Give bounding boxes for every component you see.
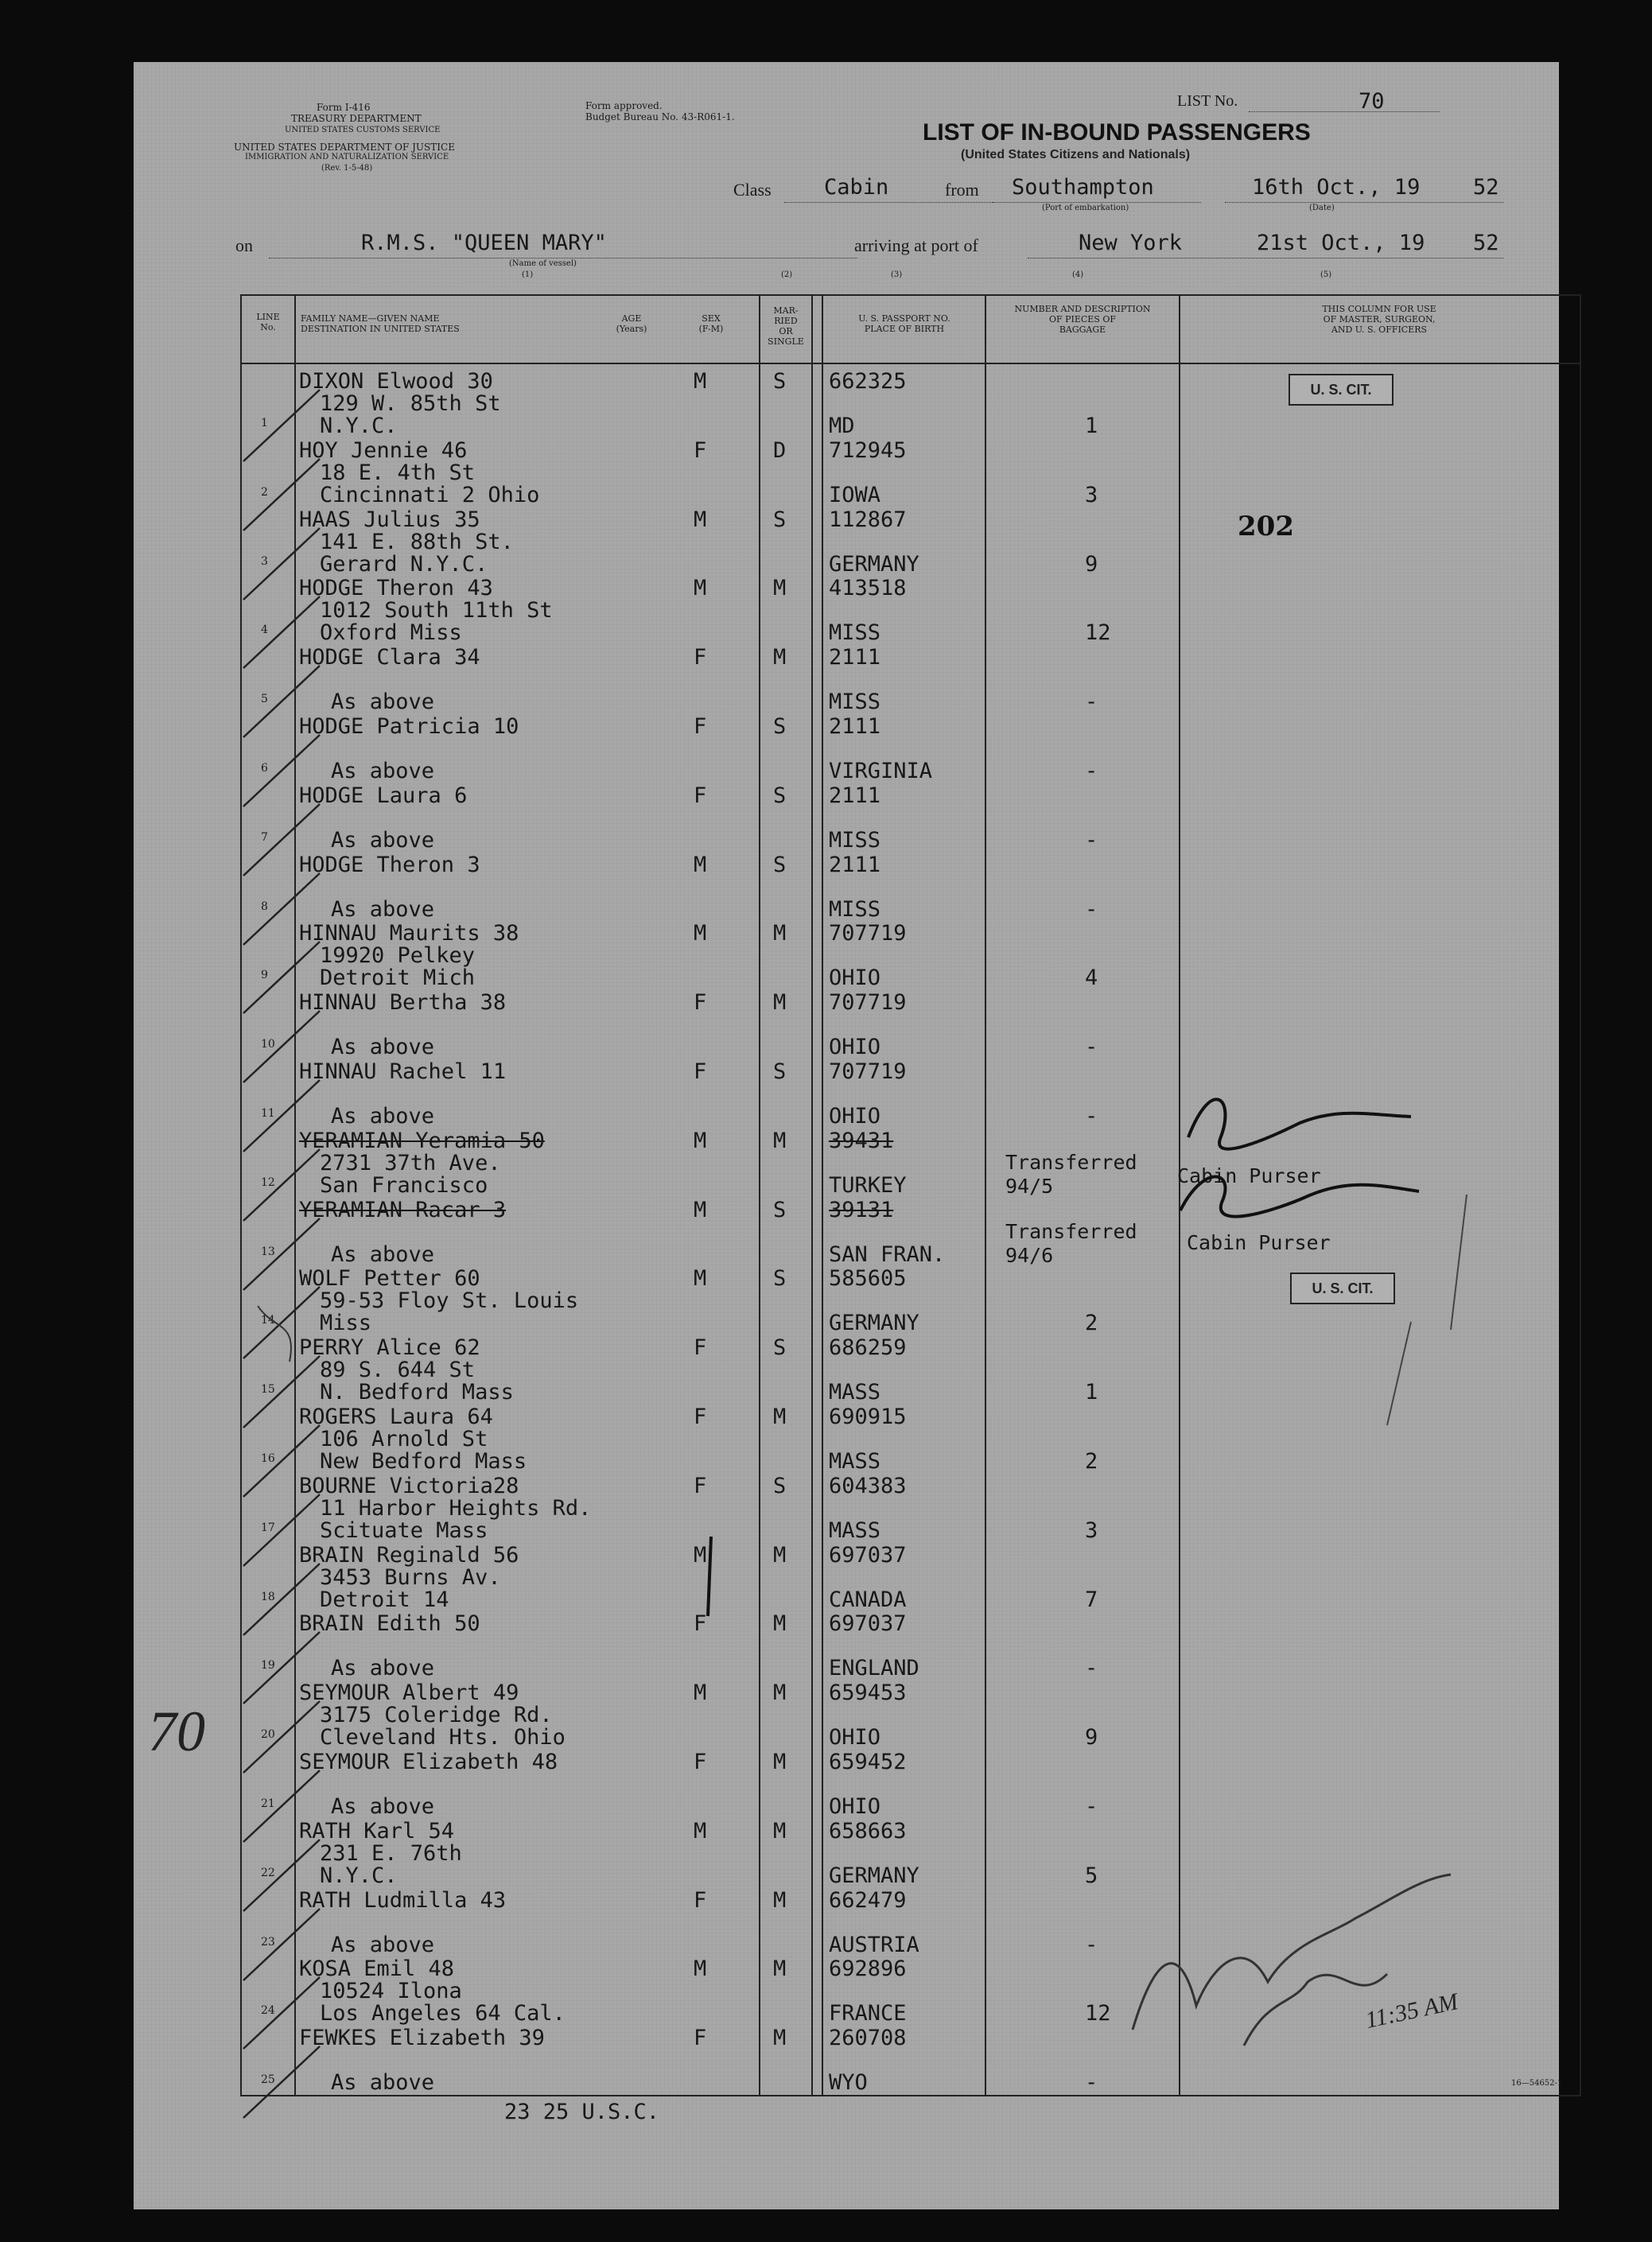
place-of-birth: SAN FRAN.	[829, 1241, 946, 1267]
place-of-birth: CANADA	[829, 1587, 907, 1612]
place-of-birth: IOWA	[829, 482, 881, 507]
from-label: from	[945, 180, 979, 200]
header-line-no: LINE No.	[256, 312, 280, 332]
marital-status-cell: M	[773, 2026, 787, 2051]
destination-line: Detroit Mich	[320, 966, 476, 991]
form-title: LIST OF IN-BOUND PASSENGERS	[923, 119, 1311, 146]
sex-cell: F	[694, 1335, 707, 1361]
line-number: 5	[261, 693, 268, 706]
destination-line: As above	[331, 1794, 435, 1819]
place-of-birth: AUSTRIA	[829, 1932, 919, 1957]
line-number: 20	[261, 1728, 275, 1742]
place-of-birth: MISS	[829, 896, 881, 922]
marital-status-cell: M	[773, 1818, 787, 1844]
baggage-count: 9	[1085, 1725, 1098, 1750]
sex-cell: M	[694, 1818, 707, 1844]
passenger-name-age: WOLF Petter 60	[299, 1266, 480, 1292]
place-of-birth: ENGLAND	[829, 1656, 919, 1681]
passport-number: 686259	[829, 1335, 907, 1361]
line-number: 18	[261, 1590, 275, 1603]
destination-line: Oxford Miss	[320, 620, 462, 646]
destination-line: San Francisco	[320, 1172, 488, 1198]
destination-line: As above	[331, 1104, 435, 1129]
print-code: 16—54652-1	[1511, 2079, 1563, 2088]
marital-status-cell: S	[773, 369, 787, 394]
address-line: 11 Harbor Heights Rd.	[320, 1495, 592, 1521]
destination-line: New Bedford Mass	[320, 1449, 527, 1474]
line-number: 23	[261, 1935, 275, 1949]
time-note: 11:35 AM	[1362, 1988, 1461, 2034]
cabin-purser-1: Cabin Purser	[1177, 1164, 1321, 1187]
vessel-note: (Name of vessel)	[509, 259, 577, 268]
embarkation-port: Southampton	[1012, 175, 1154, 200]
passenger-name-age: HAAS Julius 35	[299, 507, 480, 532]
line-number: 8	[261, 900, 268, 913]
destination-line: Scituate Mass	[320, 1517, 488, 1543]
marital-status-cell: S	[773, 1197, 787, 1222]
baggage-count: 1	[1085, 1380, 1098, 1405]
marital-status-cell: M	[773, 576, 787, 601]
passenger-name-age: BRAIN Reginald 56	[299, 1542, 519, 1568]
line-number: 21	[261, 1797, 275, 1810]
line-number: 14	[261, 1314, 275, 1327]
passport-number: 697037	[829, 1542, 907, 1568]
line-number: 24	[261, 2004, 275, 2018]
arrival-year: 52	[1473, 231, 1499, 255]
sex-cell: M	[694, 1681, 707, 1706]
list-number: 70	[1359, 89, 1385, 114]
passport-number: 712945	[829, 437, 907, 463]
header-age: AGE (Years)	[616, 313, 647, 334]
baggage-count: 2	[1085, 1311, 1098, 1336]
place-of-birth: MD	[829, 414, 855, 438]
form-number: Form I-416	[317, 102, 371, 113]
passenger-name-age: YERAMIAN Racar 3	[299, 1197, 507, 1222]
address-line: 19920 Pelkey	[320, 943, 476, 969]
place-of-birth: FRANCE	[829, 2001, 907, 2026]
class-value: Cabin	[824, 175, 889, 200]
arrival-date: 21st Oct., 19	[1257, 231, 1425, 255]
header-sex: SEX (F-M)	[698, 313, 724, 334]
form-approved: Form approved.	[585, 100, 663, 111]
sex-cell: M	[694, 1197, 707, 1222]
passenger-name-age: RATH Ludmilla 43	[299, 1887, 507, 1913]
baggage-count: 3	[1085, 482, 1098, 507]
address-line: 129 W. 85th St	[320, 391, 501, 416]
col-num-4: (4)	[1072, 270, 1084, 279]
line-number: 9	[261, 969, 268, 982]
passenger-name-age: HODGE Laura 6	[299, 783, 468, 808]
department-of-justice: UNITED STATES DEPARTMENT OF JUSTICE	[234, 142, 455, 153]
passenger-name-age: PERRY Alice 62	[299, 1335, 480, 1361]
departure-year: 52	[1473, 175, 1499, 200]
baggage-count: 7	[1085, 1587, 1098, 1612]
address-line: 18 E. 4th St	[320, 460, 476, 485]
passenger-name-age: BRAIN Edith 50	[299, 1611, 480, 1637]
marital-status-cell: M	[773, 921, 787, 946]
form-subtitle: (United States Citizens and Nationals)	[961, 148, 1191, 161]
budget-bureau: Budget Bureau No. 43-R061-1.	[585, 111, 735, 122]
destination-line: As above	[331, 1656, 435, 1681]
us-citizen-stamp-2: U. S. CIT.	[1290, 1273, 1395, 1304]
destination-line: Miss	[320, 1311, 372, 1336]
sex-cell: F	[694, 990, 707, 1016]
passport-number: 697037	[829, 1611, 907, 1637]
footer-usc: 23 25 U.S.C.	[504, 2100, 660, 2124]
baggage-count: -	[1085, 827, 1098, 853]
marital-status-cell: S	[773, 852, 787, 877]
baggage-count: -	[1085, 2070, 1098, 2096]
on-label: on	[235, 235, 253, 255]
customs-service: UNITED STATES CUSTOMS SERVICE	[285, 126, 441, 134]
passenger-name-age: HODGE Theron 43	[299, 576, 493, 601]
line-number: 3	[261, 554, 268, 568]
place-of-birth: MASS	[829, 1449, 881, 1474]
passport-number: 690915	[829, 1405, 907, 1429]
passenger-name-age: ROGERS Laura 64	[299, 1405, 493, 1429]
marital-status-cell: D	[773, 437, 787, 463]
sex-cell: F	[694, 1750, 707, 1774]
passport-number: 707719	[829, 1059, 907, 1084]
header-married: MAR- RIED OR SINGLE	[768, 305, 804, 347]
sex-cell: F	[694, 1887, 707, 1913]
sex-cell: F	[694, 1473, 707, 1498]
col-num-1: (1)	[522, 270, 534, 279]
col-num-2: (2)	[781, 270, 793, 279]
baggage-count: -	[1085, 1932, 1098, 1957]
baggage-count: 4	[1085, 966, 1098, 991]
baggage-count: -	[1085, 690, 1098, 715]
sex-cell: M	[694, 1542, 707, 1568]
passport-number: 2111	[829, 714, 881, 739]
line-number: 25	[261, 2073, 275, 2087]
cabin-purser-2: Cabin Purser	[1187, 1231, 1331, 1254]
address-line: 1012 South 11th St	[320, 598, 553, 624]
destination-line: Detroit 14	[320, 1587, 449, 1612]
destination-line: As above	[331, 1932, 435, 1957]
address-line: 3453 Burns Av.	[320, 1564, 501, 1590]
destination-line: As above	[331, 1035, 435, 1060]
address-line: 10524 Ilona	[320, 1979, 462, 2004]
place-of-birth: MISS	[829, 620, 881, 646]
header-family-name: FAMILY NAME—GIVEN NAME DESTINATION IN UNITED STATES	[301, 313, 460, 334]
place-of-birth: OHIO	[829, 1725, 881, 1750]
baggage-count: 12	[1085, 2001, 1111, 2026]
sex-cell: M	[694, 369, 707, 394]
passport-number: 413518	[829, 576, 907, 601]
header-baggage: NUMBER AND DESCRIPTION OF PIECES OF BAGGAGE	[1014, 304, 1151, 335]
marital-status-cell: S	[773, 783, 787, 808]
port-note: (Port of embarkation)	[1042, 204, 1129, 212]
marital-status-cell: M	[773, 1611, 787, 1637]
line-number: 2	[261, 485, 268, 499]
passport-number: 39131	[829, 1197, 894, 1222]
sex-cell: M	[694, 1266, 707, 1292]
place-of-birth: TURKEY	[829, 1172, 907, 1198]
sex-cell: M	[694, 852, 707, 877]
passenger-name-age: HOY Jennie 46	[299, 437, 468, 463]
sex-cell: M	[694, 576, 707, 601]
revision-date: (Rev. 1-5-48)	[321, 164, 373, 173]
baggage-count: Transferred 94/6	[1005, 1219, 1137, 1267]
passport-number: 112867	[829, 507, 907, 532]
line-number: 7	[261, 830, 268, 844]
marital-status-cell: S	[773, 714, 787, 739]
baggage-count: 3	[1085, 1517, 1098, 1543]
number-202: 202	[1238, 511, 1294, 542]
destination-line: Cincinnati 2 Ohio	[320, 482, 540, 507]
passport-number: 2111	[829, 852, 881, 877]
sex-cell: F	[694, 645, 707, 670]
destination-line: As above	[331, 1241, 435, 1267]
baggage-count: 1	[1085, 414, 1098, 438]
date-note: (Date)	[1309, 204, 1335, 212]
passenger-name-age: KOSA Emil 48	[299, 1956, 455, 1982]
line-number: 17	[261, 1521, 275, 1534]
col-num-3: (3)	[891, 270, 903, 279]
line-number: 6	[261, 762, 268, 775]
destination-line: Cleveland Hts. Ohio	[320, 1725, 566, 1750]
baggage-count: -	[1085, 896, 1098, 922]
departure-date: 16th Oct., 19	[1252, 175, 1421, 200]
baggage-count: 12	[1085, 620, 1111, 646]
destination-line: Los Angeles 64 Cal.	[320, 2001, 566, 2026]
line-number: 12	[261, 1175, 275, 1189]
passport-number: 604383	[829, 1473, 907, 1498]
vessel-name: R.M.S. "QUEEN MARY"	[361, 231, 607, 255]
place-of-birth: OHIO	[829, 1035, 881, 1060]
place-of-birth: OHIO	[829, 1104, 881, 1129]
passenger-name-age: HINNAU Maurits 38	[299, 921, 519, 946]
baggage-count: -	[1085, 759, 1098, 783]
address-line: 141 E. 88th St.	[320, 529, 514, 554]
place-of-birth: MISS	[829, 690, 881, 715]
sex-cell: M	[694, 1128, 707, 1153]
passenger-name-age: HINNAU Bertha 38	[299, 990, 507, 1016]
sex-cell: F	[694, 714, 707, 739]
class-label: Class	[733, 180, 772, 200]
passport-number: 2111	[829, 783, 881, 808]
passenger-name-age: DIXON Elwood 30	[299, 369, 493, 394]
line-number: 4	[261, 624, 268, 637]
address-line: 3175 Coleridge Rd.	[320, 1703, 553, 1728]
us-citizen-stamp: U. S. CIT.	[1289, 374, 1394, 406]
place-of-birth: GERMANY	[829, 1311, 919, 1336]
passenger-name-age: BOURNE Victoria28	[299, 1473, 519, 1498]
marital-status-cell: M	[773, 1128, 787, 1153]
line-number: 13	[261, 1245, 275, 1258]
destination-line: Gerard N.Y.C.	[320, 551, 488, 577]
line-number: 1	[261, 417, 268, 429]
passenger-name-age: SEYMOUR Elizabeth 48	[299, 1750, 558, 1774]
destination-line: As above	[331, 759, 435, 783]
marital-status-cell: S	[773, 1335, 787, 1361]
address-line: 2731 37th Ave.	[320, 1150, 501, 1175]
baggage-count: 9	[1085, 551, 1098, 577]
place-of-birth: GERMANY	[829, 1863, 919, 1888]
destination-line: As above	[331, 896, 435, 922]
sex-cell: F	[694, 1059, 707, 1084]
passenger-name-age: SEYMOUR Albert 49	[299, 1681, 519, 1706]
line-number: 16	[261, 1452, 275, 1465]
marital-status-cell: M	[773, 1405, 787, 1429]
passport-number: 659453	[829, 1681, 907, 1706]
sex-cell: F	[694, 1405, 707, 1429]
col-num-5: (5)	[1320, 270, 1332, 279]
sex-cell: M	[694, 507, 707, 532]
passport-number: 39431	[829, 1128, 894, 1153]
marital-status-cell: S	[773, 1266, 787, 1292]
place-of-birth: WYO	[829, 2070, 868, 2096]
marital-status-cell: M	[773, 1681, 787, 1706]
place-of-birth: MASS	[829, 1517, 881, 1543]
passenger-name-age: HODGE Theron 3	[299, 852, 480, 877]
marital-status-cell: S	[773, 507, 787, 532]
address-line: 89 S. 644 St	[320, 1358, 476, 1383]
header-passport: U. S. PASSPORT NO. PLACE OF BIRTH	[858, 313, 950, 334]
passenger-name-age: HODGE Patricia 10	[299, 714, 519, 739]
marital-status-cell: M	[773, 1956, 787, 1982]
passenger-table	[240, 294, 1581, 2096]
margin-number-70: 70	[148, 1700, 205, 1763]
treasury-department: TREASURY DEPARTMENT	[291, 113, 422, 124]
sex-cell: F	[694, 783, 707, 808]
baggage-count: -	[1085, 1794, 1098, 1819]
list-no-label: LIST No.	[1177, 92, 1238, 110]
marital-status-cell: M	[773, 1887, 787, 1913]
baggage-count: 5	[1085, 1863, 1098, 1888]
sex-cell: F	[694, 1611, 707, 1637]
marital-status-cell: S	[773, 1473, 787, 1498]
passport-number: 2111	[829, 645, 881, 670]
line-number: 19	[261, 1659, 275, 1673]
header-officers: THIS COLUMN FOR USE OF MASTER, SURGEON, AND U. S. OFFICERS	[1322, 304, 1436, 335]
passenger-name-age: YERAMIAN Yeramia 50	[299, 1128, 545, 1153]
passenger-name-age: RATH Karl 54	[299, 1818, 455, 1844]
passport-number: 707719	[829, 990, 907, 1016]
passport-number: 707719	[829, 921, 907, 946]
destination-line: N.Y.C.	[320, 414, 398, 438]
place-of-birth: MISS	[829, 827, 881, 853]
passport-number: 659452	[829, 1750, 907, 1774]
place-of-birth: OHIO	[829, 1794, 881, 1819]
destination-line: As above	[331, 690, 435, 715]
baggage-count: 2	[1085, 1449, 1098, 1474]
passport-number: 692896	[829, 1956, 907, 1982]
marital-status-cell: M	[773, 1542, 787, 1568]
passport-number: 585605	[829, 1266, 907, 1292]
passport-number: 658663	[829, 1818, 907, 1844]
passport-number: 662325	[829, 369, 907, 394]
marital-status-cell: S	[773, 1059, 787, 1084]
place-of-birth: OHIO	[829, 966, 881, 991]
baggage-count: -	[1085, 1104, 1098, 1129]
destination-line: As above	[331, 827, 435, 853]
baggage-count: -	[1085, 1035, 1098, 1060]
passenger-name-age: HODGE Clara 34	[299, 645, 480, 670]
arriving-label: arriving at port of	[854, 235, 978, 255]
destination-line: As above	[331, 2070, 435, 2096]
place-of-birth: MASS	[829, 1380, 881, 1405]
place-of-birth: VIRGINIA	[829, 759, 933, 783]
sex-cell: F	[694, 2026, 707, 2051]
destination-line: N.Y.C.	[320, 1863, 398, 1888]
marital-status-cell: M	[773, 1750, 787, 1774]
passenger-name-age: HINNAU Rachel 11	[299, 1059, 507, 1084]
line-number: 15	[261, 1383, 275, 1397]
arrival-port: New York	[1079, 231, 1183, 255]
sex-cell: M	[694, 1956, 707, 1982]
passenger-name-age: FEWKES Elizabeth 39	[299, 2026, 545, 2051]
line-number: 22	[261, 1866, 275, 1879]
address-line: 59-53 Floy St. Louis	[320, 1288, 579, 1314]
line-number: 11	[261, 1107, 275, 1120]
baggage-count: Transferred 94/5	[1005, 1150, 1137, 1198]
handwritten-marks	[242, 296, 1580, 2095]
marital-status-cell: M	[773, 990, 787, 1016]
marital-status-cell: M	[773, 645, 787, 670]
line-number: 10	[261, 1038, 275, 1051]
passport-number: 260708	[829, 2026, 907, 2051]
baggage-count: -	[1085, 1656, 1098, 1681]
sex-cell: F	[694, 437, 707, 463]
ins-label: IMMIGRATION AND NATURALIZATION SERVICE	[245, 153, 449, 161]
sex-cell: M	[694, 921, 707, 946]
address-line: 231 E. 76th	[320, 1840, 462, 1866]
passport-number: 662479	[829, 1887, 907, 1913]
place-of-birth: GERMANY	[829, 551, 919, 577]
destination-line: N. Bedford Mass	[320, 1380, 514, 1405]
address-line: 106 Arnold St	[320, 1427, 488, 1451]
